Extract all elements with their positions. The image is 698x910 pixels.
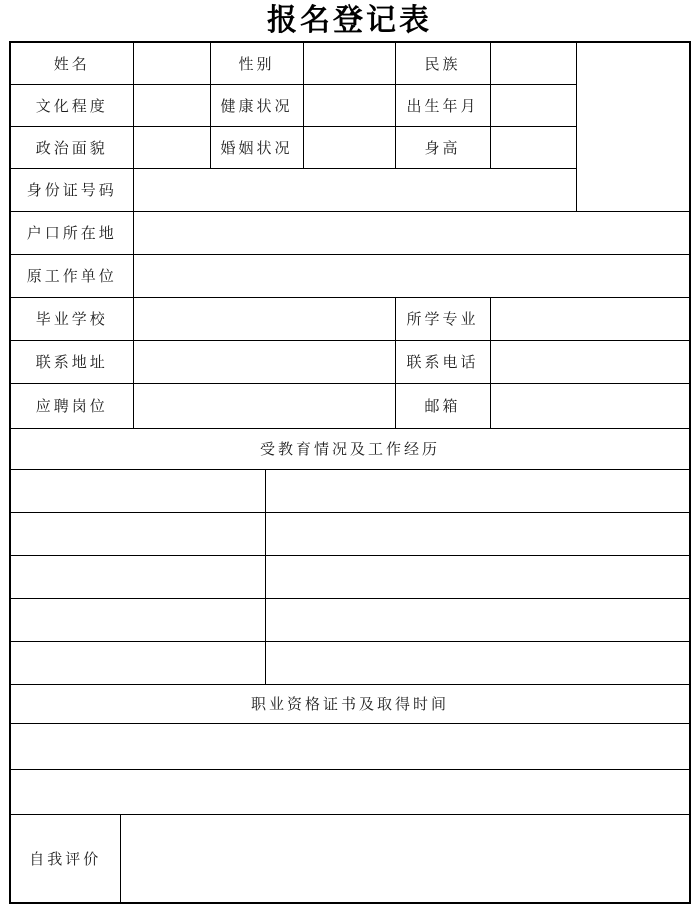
education-row-right-cell[interactable] bbox=[265, 512, 690, 555]
education-level-value-cell[interactable] bbox=[133, 84, 210, 126]
contact-address-label: 联系地址 bbox=[10, 340, 133, 383]
education-row-left-cell[interactable] bbox=[10, 641, 265, 684]
education-row-left-cell[interactable] bbox=[10, 555, 265, 598]
previous-employer-label: 原工作单位 bbox=[10, 254, 133, 297]
gender-value-cell[interactable] bbox=[303, 42, 395, 84]
table-row bbox=[10, 254, 690, 297]
self-evaluation-value-cell[interactable] bbox=[120, 814, 690, 903]
education-level-label: 文化程度 bbox=[10, 84, 133, 126]
education-row-left-cell[interactable] bbox=[10, 469, 265, 512]
height-label: 身高 bbox=[395, 126, 490, 168]
education-row-right-cell[interactable] bbox=[265, 598, 690, 641]
table-row bbox=[10, 641, 690, 684]
contact-address-value-cell[interactable] bbox=[133, 340, 395, 383]
household-location-value-cell[interactable] bbox=[133, 211, 690, 254]
height-value-cell[interactable] bbox=[490, 126, 576, 168]
table-row bbox=[10, 684, 690, 723]
table-row bbox=[10, 723, 690, 769]
graduation-school-value-cell[interactable] bbox=[133, 297, 395, 340]
table-row bbox=[10, 383, 690, 428]
qualification-section-header: 职业资格证书及取得时间 bbox=[10, 684, 690, 723]
marital-status-value-cell[interactable] bbox=[303, 126, 395, 168]
table-row bbox=[10, 512, 690, 555]
table-row bbox=[10, 428, 690, 469]
political-status-label: 政治面貌 bbox=[10, 126, 133, 168]
name-value-cell[interactable] bbox=[133, 42, 210, 84]
photo-cell[interactable] bbox=[576, 42, 690, 211]
table-row bbox=[10, 814, 690, 903]
education-section-header: 受教育情况及工作经历 bbox=[10, 428, 690, 469]
education-row-left-cell[interactable] bbox=[10, 512, 265, 555]
previous-employer-value-cell[interactable] bbox=[133, 254, 690, 297]
table-row bbox=[10, 769, 690, 814]
table-row bbox=[10, 469, 690, 512]
contact-phone-label: 联系电话 bbox=[395, 340, 490, 383]
table-row bbox=[10, 297, 690, 340]
email-value-cell[interactable] bbox=[490, 383, 690, 428]
position-applied-value-cell[interactable] bbox=[133, 383, 395, 428]
education-row-right-cell[interactable] bbox=[265, 555, 690, 598]
education-row-right-cell[interactable] bbox=[265, 641, 690, 684]
graduation-school-label: 毕业学校 bbox=[10, 297, 133, 340]
major-label: 所学专业 bbox=[395, 297, 490, 340]
health-status-value-cell[interactable] bbox=[303, 84, 395, 126]
qualification-row-cell[interactable] bbox=[10, 723, 690, 769]
gender-label: 性别 bbox=[210, 42, 303, 84]
major-value-cell[interactable] bbox=[490, 297, 690, 340]
self-evaluation-label: 自我评价 bbox=[10, 814, 120, 903]
position-applied-label: 应聘岗位 bbox=[10, 383, 133, 428]
marital-status-label: 婚姻状况 bbox=[210, 126, 303, 168]
form-title: 报名登记表 bbox=[267, 4, 432, 37]
ethnicity-value-cell[interactable] bbox=[490, 42, 576, 84]
birth-date-label: 出生年月 bbox=[395, 84, 490, 126]
household-location-label: 户口所在地 bbox=[10, 211, 133, 254]
table-row bbox=[10, 555, 690, 598]
contact-phone-value-cell[interactable] bbox=[490, 340, 690, 383]
table-row bbox=[10, 598, 690, 641]
id-number-label: 身份证号码 bbox=[10, 168, 133, 211]
education-row-right-cell[interactable] bbox=[265, 469, 690, 512]
education-row-left-cell[interactable] bbox=[10, 598, 265, 641]
table-row bbox=[10, 42, 690, 84]
qualification-row-cell[interactable] bbox=[10, 769, 690, 814]
name-label: 姓名 bbox=[10, 42, 133, 84]
birth-date-value-cell[interactable] bbox=[490, 84, 576, 126]
ethnicity-label: 民族 bbox=[395, 42, 490, 84]
health-status-label: 健康状况 bbox=[210, 84, 303, 126]
registration-form-table bbox=[9, 41, 691, 904]
political-status-value-cell[interactable] bbox=[133, 126, 210, 168]
id-number-value-cell[interactable] bbox=[133, 168, 576, 211]
table-row bbox=[10, 211, 690, 254]
email-label: 邮箱 bbox=[395, 383, 490, 428]
table-row bbox=[10, 340, 690, 383]
